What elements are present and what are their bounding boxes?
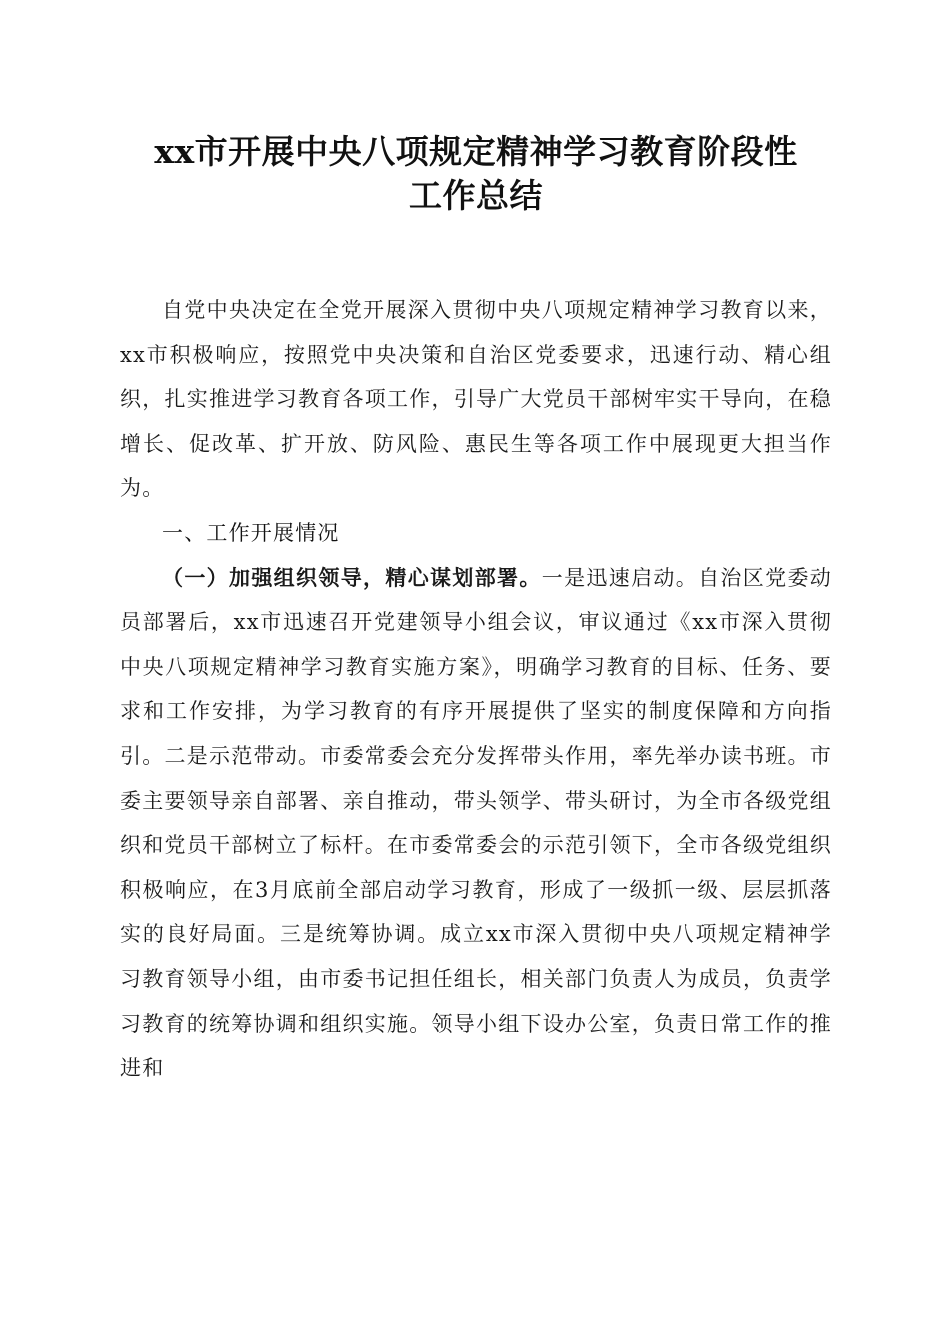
subsection-lead-1: （一）加强组织领导，精心谋划部署。 bbox=[162, 564, 542, 590]
section-heading-1: 一、工作开展情况 bbox=[162, 520, 340, 545]
document-body bbox=[120, 288, 832, 1091]
intro-paragraph: 自党中央决定在全党开展深入贯彻中央八项规定精神学习教育以来，xx市积极响应，按照党中央决策和自治区党委要求，迅速行动、精心组织，扎实推进学习教育各项工作，引导广大党员干部树牢实干导向，在稳增长、促改革、扩开放、防风险、惠民生等各项工作中展现更大担当作为。 bbox=[120, 298, 832, 501]
title-line-1: xx市开展中央八项规定精神学习教育阶段性 bbox=[154, 132, 798, 171]
document-title bbox=[120, 130, 832, 218]
subsection-paragraph-1 bbox=[120, 556, 832, 1091]
subsection-text-1: 一是迅速启动。自治区党委动员部署后，xx市迅速召开党建领导小组会议，审议通过《xx市深入贯彻中央八项规定精神学习教育实施方案》，明确学习教育的目标、任务、要求和工作安排，为学习教育的有序开展提供了坚实的制度保障和方向指引。二是示范带动。市委常委会充分发挥带头作用，率先举办读书班。市委主要领导亲自部署、亲自推动，带头领学、带头研讨，为全市各级党组织和党员干部树立了标杆。在市委常委会的示范引领下，全市各级党组织积极响应，在3月底前全部启动学习教育，形成了一级抓一级、层层抓落实的良好局面。三是统筹协调。成立xx市深入贯彻中央八项规定精神学习教育领导小组，由市委书记担任组长，相关部门负责人为成员，负责学习教育的统筹协调和组织实施。领导小组下设办公室，负责日常工作的推进和 bbox=[120, 565, 832, 1081]
document-page bbox=[120, 130, 832, 1091]
title-line-2: 工作总结 bbox=[409, 176, 543, 215]
